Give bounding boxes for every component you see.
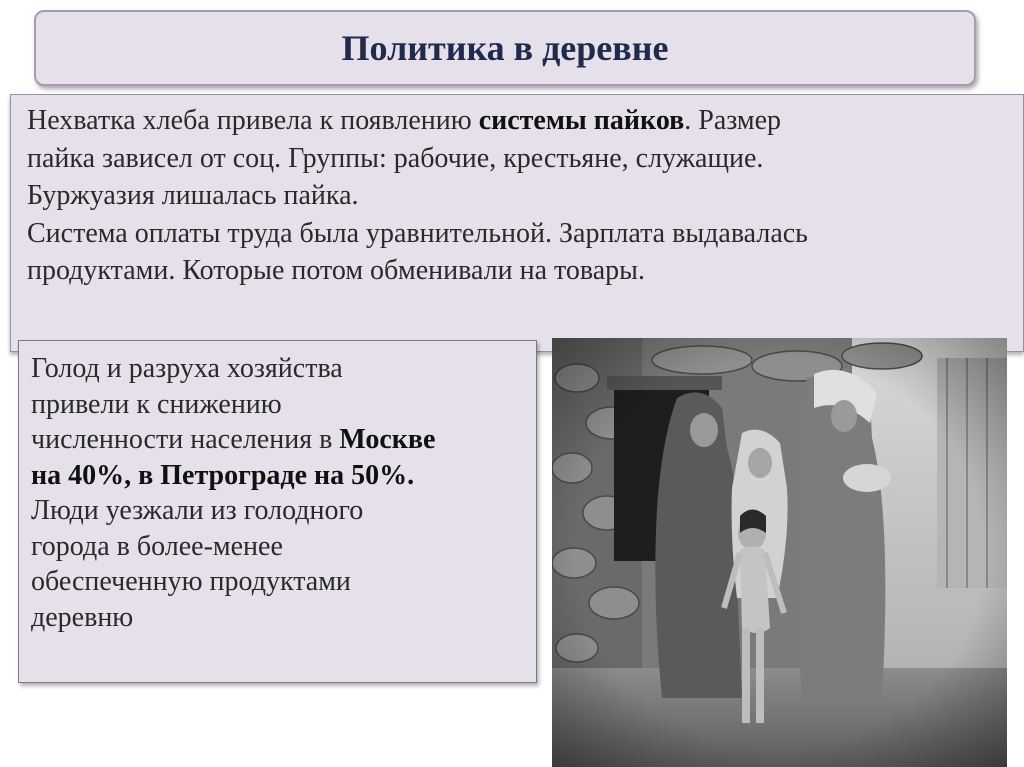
- text-line: пайка зависел от соц. Группы: рабочие, крестьяне, служащие.: [27, 142, 764, 174]
- rations-text-box: [10, 94, 1024, 352]
- title-banner: [34, 10, 976, 86]
- text-line: Буржуазия лишалась пайка.: [27, 180, 359, 211]
- famine-family-photo: [552, 338, 1007, 767]
- bold-term-rations: системы пайков: [478, 105, 685, 136]
- text-line: деревню: [31, 601, 134, 633]
- text-line: обеспеченную продуктами: [31, 566, 351, 597]
- text-line: Система оплаты труда была уравнительной. Зарплата выдавалась: [27, 217, 808, 249]
- photo-illustration: [552, 338, 1007, 767]
- text-line: Люди уезжали из голодного: [31, 495, 364, 526]
- slide-title: Политика в деревне: [341, 28, 669, 68]
- text-line: Голод и разруха хозяйства: [31, 353, 343, 384]
- famine-paragraph: [31, 351, 526, 635]
- bold-term-moscow: Москве: [339, 424, 436, 455]
- text-line: Нехватка хлеба привела к появлению: [27, 105, 479, 136]
- bold-term-percentages: на 40%, в Петрограде на 50%.: [31, 459, 415, 491]
- text-line: привели к снижению: [31, 388, 282, 420]
- text-line: численности населения в: [31, 424, 340, 455]
- rations-paragraph: [27, 102, 1005, 290]
- text-line: продуктами. Которые потом обменивали на товары.: [27, 255, 645, 286]
- text-line: города в более-менее: [31, 530, 283, 562]
- text-line: . Размер: [684, 105, 782, 136]
- famine-text-box: [18, 340, 537, 683]
